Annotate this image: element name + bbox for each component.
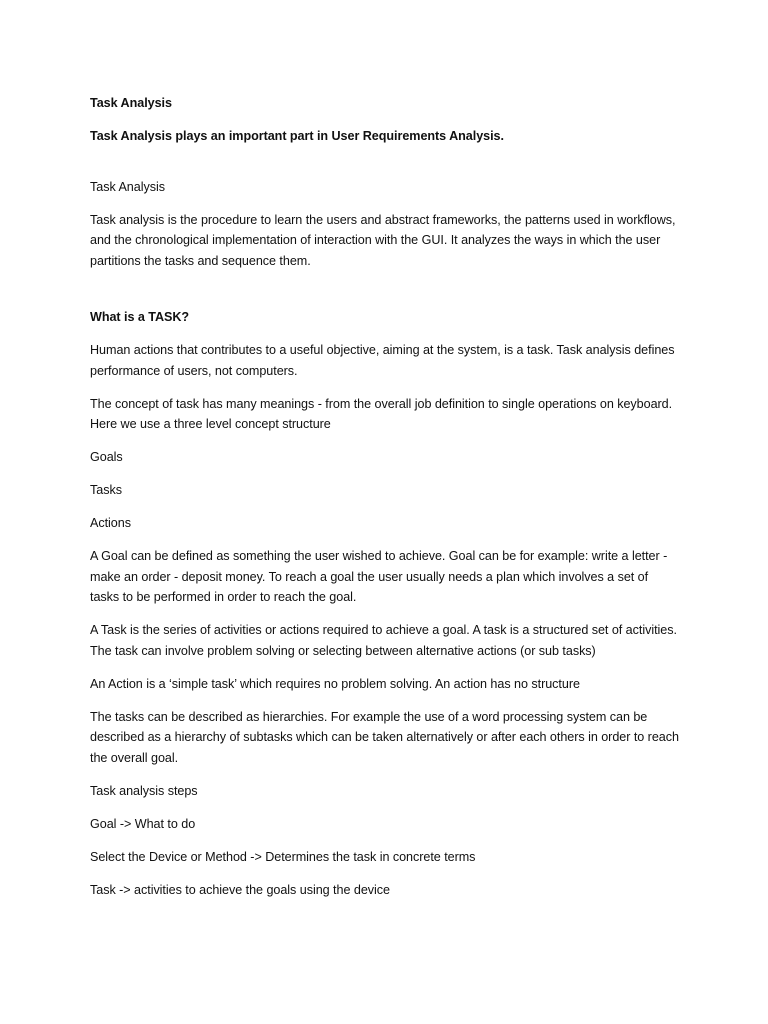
section-title: Task Analysis <box>90 179 165 194</box>
document-subheading: Task Analysis plays an important part in User Requirements Analysis. <box>90 129 504 143</box>
step-goal: Goal -> What to do <box>90 816 196 831</box>
document-body <box>90 93 680 913</box>
intro-paragraph: Task analysis is the procedure to learn the users and abstract frameworks, the patterns used in workflows, and the chronological implementation of interaction with the GUI. It analyzes the ways in which the user partitions the tasks and sequence them. <box>90 212 676 268</box>
hierarchies-paragraph: The tasks can be described as hierarchies. For example the use of a word processing system can be described as a hierarchy of subtasks which can be taken alternatively or after each others in order to reach the overall goal. <box>90 709 679 765</box>
step-device: Select the Device or Method -> Determines the task in concrete terms <box>90 849 476 864</box>
level-goals: Goals <box>90 450 123 464</box>
task-concept-paragraph: The concept of task has many meanings - from the overall job definition to single operations on keyboard. Here we use a three level concept structure <box>90 396 673 431</box>
task-series-paragraph: A Task is the series of activities or actions required to achieve a goal. A task is a structured set of activities. The task can involve problem solving or selecting between alternative actions (or sub tasks) <box>90 623 677 658</box>
step-task: Task -> activities to achieve the goals using the device <box>90 882 390 897</box>
action-definition-paragraph: An Action is a ‘simple task’ which requires no problem solving. An action has no structure <box>90 676 580 691</box>
level-actions: Actions <box>90 516 131 530</box>
what-is-task-heading: What is a TASK? <box>90 310 190 324</box>
task-definition-paragraph: Human actions that contributes to a useful objective, aiming at the system, is a task. Task analysis defines performance of users, not computers. <box>90 343 675 378</box>
level-tasks: Tasks <box>90 483 122 497</box>
document-heading: Task Analysis <box>90 96 172 110</box>
steps-heading: Task analysis steps <box>90 783 198 798</box>
goal-definition-paragraph: A Goal can be defined as something the user wished to achieve. Goal can be for example: write a letter - make an order - deposit money. To reach a goal the user usually needs a plan which involves a set of tasks to be performed in order to reach the goal. <box>90 549 668 604</box>
